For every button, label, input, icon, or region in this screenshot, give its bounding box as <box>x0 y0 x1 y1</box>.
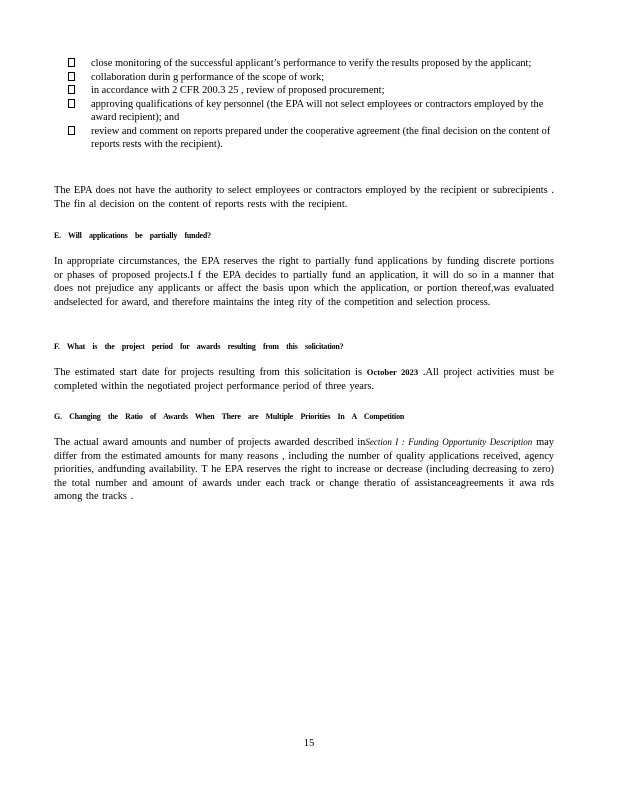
list-item-text: in accordance with 2 CFR 200.3 25 , review of proposed procurement; <box>91 85 385 96</box>
project-period-text: The estimated start date for projects resulting from this solicitation is <box>54 367 367 378</box>
section-heading-f: F. What is the project period for awards resulting from this solicitation? <box>54 341 344 351</box>
list-item <box>68 71 554 85</box>
section-heading-e: E. Will applications be partially funded? <box>54 230 211 240</box>
bullet-box-icon <box>68 58 75 67</box>
page-number: 15 <box>303 738 315 749</box>
partial-funding-paragraph: In appropriate circumstances, the EPA reserves the right to partially fund applications by funding discrete portions or phases of proposed projects.I f the EPA decides to partially fund an application, it will do so in a manner that does not prejudice any applicants or affect the basis upon which the application, or portion thereof,was evaluated andselected for award, and therefore maintains the integ rity of the competition and selection process. <box>54 256 554 308</box>
list-item-text: review and comment on reports prepared under the cooperative agreement (the final decision on the content of reports rests with the recipient). <box>91 125 551 150</box>
responsibilities-list <box>68 57 554 152</box>
list-item <box>68 84 554 98</box>
list-item-text: close monitoring of the successful applicant’s performance to verify the results proposed by the applicant; <box>91 58 532 69</box>
bullet-box-icon <box>68 85 75 94</box>
authority-paragraph: The EPA does not have the authority to select employees or contractors employed by the recipient or subrecipients . The fin al decision on the content of reports rests with the recipient. <box>54 185 554 210</box>
bullet-box-icon <box>68 126 75 135</box>
bullet-box-icon <box>68 99 75 108</box>
list-item <box>68 125 554 152</box>
list-item <box>68 57 554 71</box>
list-item <box>68 98 554 125</box>
bullet-box-icon <box>68 72 75 81</box>
project-period-text-cont: .All project activities must be completed within the negotiated project performance period of three years. <box>54 367 554 392</box>
start-date: October 2023 <box>366 367 419 377</box>
list-item-text: collaboration durin g performance of the scope of work; <box>91 71 325 83</box>
award-ratio-paragraph <box>54 436 554 504</box>
list-item-text: approving qualifications of key personnel (the EPA will not select employees or contractors employed by the award recipient); and <box>91 98 544 123</box>
project-period-paragraph <box>54 366 554 393</box>
section-reference: Section I : Funding Opportunity Description <box>365 437 533 447</box>
section-heading-g: G. Changing the Ratio of Awards When There are Multiple Priorities In A Competition <box>54 411 405 421</box>
award-ratio-text: The actual award amounts and number of projects awarded described in <box>54 437 366 448</box>
award-ratio-text-cont: may differ from the estimated amounts for many reasons , including the number of quality applications received, agency priorities, andfunding availability. T he EPA reserves the right to increase or decrease (including decreasing to zero) the total number and amount of awards under each track or change theratio of assistanceagreements it awa rds among the tracks . <box>54 437 554 502</box>
